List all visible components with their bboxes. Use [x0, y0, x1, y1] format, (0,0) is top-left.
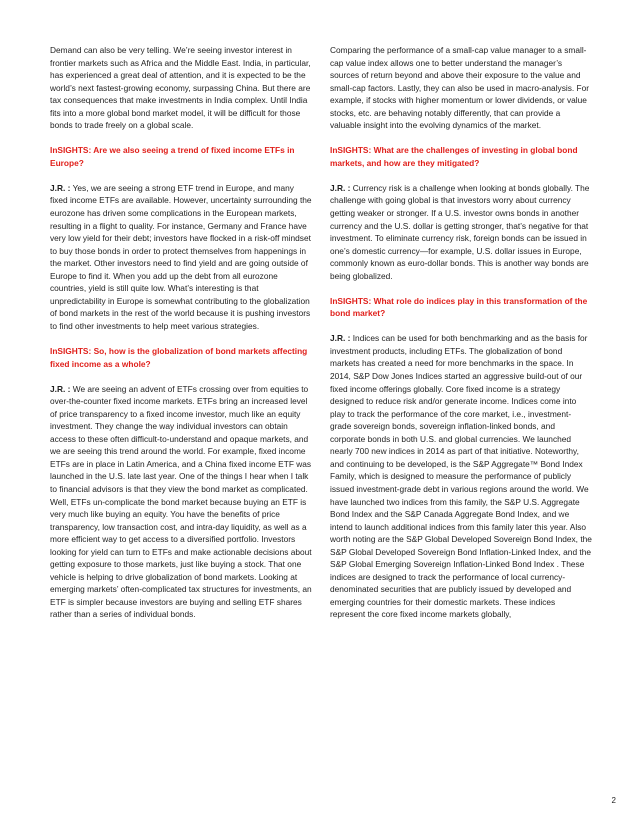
speaker-label: J.R. : [50, 383, 71, 394]
answer-text: Yes, we are seeing a strong ETF trend in Europe, and many fixed income ETFs are available. However, uncertainty surrounding the eurozone has driven some complications in the European markets, resulting in a flight to quality. For instance, Germany and France have very low yield for their debt; investors have flocked in a risk-off mindset to buy those bonds in order to protect themselves from happenings in the market. Other investors need to find yield and are going outside of Europe to find it. When you add up the debt from all eurozone countries, yield is still quite low. What’s interesting is that unpredictability in Europe is somewhat contributing to the globalization of bond markets in the rest of the world because it is pushing investors to find other investments to help meet various strategies. [50, 182, 312, 331]
interview-answer [50, 182, 312, 333]
interview-answer [330, 332, 592, 621]
interview-question: InSIGHTS: Are we also seeing a trend of fixed income ETFs in Europe? [50, 145, 295, 168]
speaker-label: J.R. : [50, 182, 71, 193]
page-number: 2 [611, 796, 616, 805]
interview-answer [330, 182, 592, 282]
speaker-label: J.R. : [330, 333, 351, 344]
answer-text: We are seeing an advent of ETFs crossing over from equities to over-the-counter fixed income markets. ETFs bring an increased level of price transparency to a fixed income investor, much like an equity investment. They change the way individual investors can obtain access to these often difficult-to-understand and opaque markets, and we are seeing this trend around the world. For example, fixed income ETFs are in place in Latin America, and a China fixed income ETF was launched in the U.S. late last year. One of the things I hear when I talk to financial advisors is that they view the bond market as complicated. Well, ETFs un-complicate the bond market because buying an ETF is very much like buying an equity. You have the benefits of price transparency, low transaction cost, and intra-day liquidity, as well as a more efficient way to get access to a diversified portfolio. Investors looking for yield can turn to ETFs and make actionable decisions about getting exposure to those markets, just like buying a stock. That one vehicle is helping to drive globalization of bond markets. Looking at emerging markets’ often-complicated tax structures for investments, an ETF is simpler because investors are buying and selling ETF shares rather than a series of individual bonds. [50, 383, 312, 620]
interview-question: InSIGHTS: So, how is the globalization of bond markets affecting fixed income as a whole? [50, 345, 308, 369]
right-column [330, 44, 592, 621]
interview-question: InSIGHTS: What are the challenges of investing in global bond markets, and how are they mitigated? [330, 145, 578, 168]
answer-text: Indices can be used for both benchmarking and as the basis for investment products, including ETFs. The globalization of bond markets has created a need for more benchmarks in the space. In 2014, S&P Dow Jones Indices started an aggressive build-out of our fixed income offerings globally. Core fixed income is a strategy designed to reduce risk and/or generate income. Indices come into play to track the performance of the core market, i.e., investment-grade sovereign bonds, sovereign inflation-linked bonds, and corporate bonds in both U.S. and global currencies. We launched nearly 700 new indices in 2014 as part of that initiative. Noteworthy, and continuing to be developed, is the S&P Aggregate™ Bond Index Family, which is designed to measure the performance of publicly issued investment-grade debt in various regions around the world. We have launched two indices from this family, the S&P U.S. Aggregate Bond Index and the S&P Canada Aggregate Bond Index, and we intend to launch additional indices from this family later this year. Also worth noting are the S&P Global Developed Sovereign Bond Index, the S&P Global Developed Sovereign Bond Inflation-Linked Index, and the S&P Global Emerging Sovereign Inflation-Linked Bond Index . These indices are designed to track the performance of local currency-denominated securities that are publicly issued by developed and emerging countries for their domestic markets. These indices represent the core fixed income markets globally, [330, 333, 592, 620]
body-paragraph: Comparing the performance of a small-cap value manager to a small-cap value index allows one to better understand the manager’s sources of return beyond and above their exposure to the value and small-cap factors. Lastly, they can also be used in macro-analysis. For example, if stocks with higher momentum or lower dividends, or value stocks, etc. are behaving notably differently, that can provide a valuable insight into the evolving dynamics of the market. [330, 45, 590, 131]
interview-answer [50, 383, 312, 621]
speaker-label: J.R. : [330, 182, 351, 193]
body-paragraph: Demand can also be very telling. We’re seeing investor interest in frontier markets such as Africa and the Middle East. India, in particular, has experienced a great deal of attention, and it is expected to be the world’s next fastest-growing economy, surpassing China. But there are tax consequences that make investments in India complex. Until India fits into a more global bond market model, it will be difficult for those bonds to trade freely on a global scale. [50, 45, 311, 131]
interview-question: InSIGHTS: What role do indices play in this transformation of the bond market? [330, 295, 588, 319]
left-column [50, 44, 312, 621]
answer-text: Currency risk is a challenge when looking at bonds globally. The challenge with going global is that investors worry about currency getting weaker or stronger. If a U.S. investor owns bonds in another currency and the U.S. dollar is getting stronger, that’s negative for that investment. To eliminate currency risk, foreign bonds can be issued in one’s domestic currency—for example, U.S. dollar issues in Europe, commonly known as euro-dollar bonds. This is another way bonds are being globalized. [330, 182, 590, 281]
